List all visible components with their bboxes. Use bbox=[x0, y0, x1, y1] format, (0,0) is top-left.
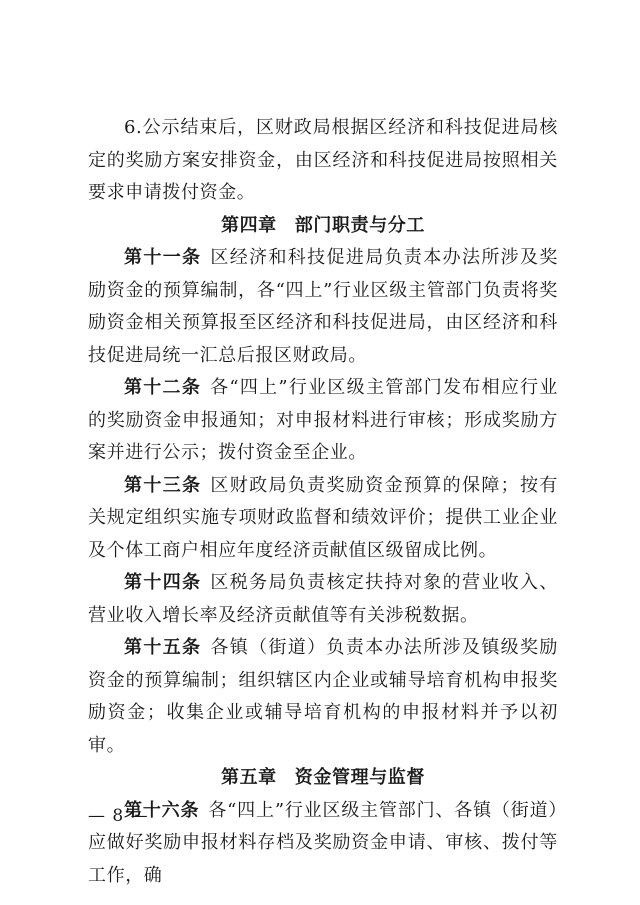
chapter-heading-5 bbox=[88, 762, 558, 795]
article-16 bbox=[88, 795, 558, 893]
paragraph-text: 6.公示结束后，区财政局根据区经济和科技促进局核定的奖励方案安排资金，由区经济和科技促进局按照相关要求申请拨付资金。 bbox=[88, 117, 558, 203]
chapter-number: 第四章 bbox=[220, 214, 277, 236]
article-number: 第十三条 bbox=[124, 474, 202, 496]
article-number: 第十五条 bbox=[124, 637, 202, 658]
article-11 bbox=[88, 242, 558, 372]
article-text: 区税务局负责核定扶持对象的营业收入、营业收入增长率及经济贡献值等有关涉税数据。 bbox=[88, 572, 558, 626]
article-13 bbox=[88, 470, 558, 568]
chapter-heading-4 bbox=[88, 210, 558, 243]
article-text: 区经济和科技促进局负责本办法所涉及奖励资金的预算编制，各“四上”行业区级主管部门负责将奖励资金相关预算报至区经济和科技促进局，由区经济和科技促进局统一汇总后报区财政局。 bbox=[88, 247, 558, 366]
chapter-title: 部门职责与分工 bbox=[294, 214, 425, 236]
chapter-title: 资金管理与监督 bbox=[294, 767, 425, 788]
article-number: 第十二条 bbox=[124, 377, 202, 398]
article-text: 各“四上”行业区级主管部门、各镇（街道）应做好奖励申报材料存档及奖励资金申请、审核、拨付等工作，确 bbox=[88, 799, 559, 886]
paragraph-item-6 bbox=[88, 112, 558, 210]
chapter-number: 第五章 bbox=[220, 767, 277, 788]
article-text: 各“四上”行业区级主管部门发布相应行业的奖励资金申报通知；对申报材料进行审核；形成奖励方案并进行公示；拨付资金至企业。 bbox=[88, 377, 558, 463]
article-number: 第十四条 bbox=[124, 572, 202, 593]
article-text: 区财政局负责奖励资金预算的保障；按有关规定组织实施专项财政监督和绩效评价；提供工业企业及个体工商户相应年度经济贡献值区级留成比例。 bbox=[88, 474, 558, 561]
document-body bbox=[88, 112, 558, 892]
page-number: — 8 — bbox=[88, 806, 149, 826]
article-text: 各镇（街道）负责本办法所涉及镇级奖励资金的预算编制；组织辖区内企业或辅导培育机构申报奖励资金；收集企业或辅导培育机构的申报材料并予以初审。 bbox=[88, 637, 558, 756]
article-number: 第十六条 bbox=[124, 799, 200, 821]
article-12 bbox=[88, 372, 558, 470]
article-14 bbox=[88, 567, 558, 632]
article-15 bbox=[88, 632, 558, 762]
article-number: 第十一条 bbox=[124, 247, 202, 268]
